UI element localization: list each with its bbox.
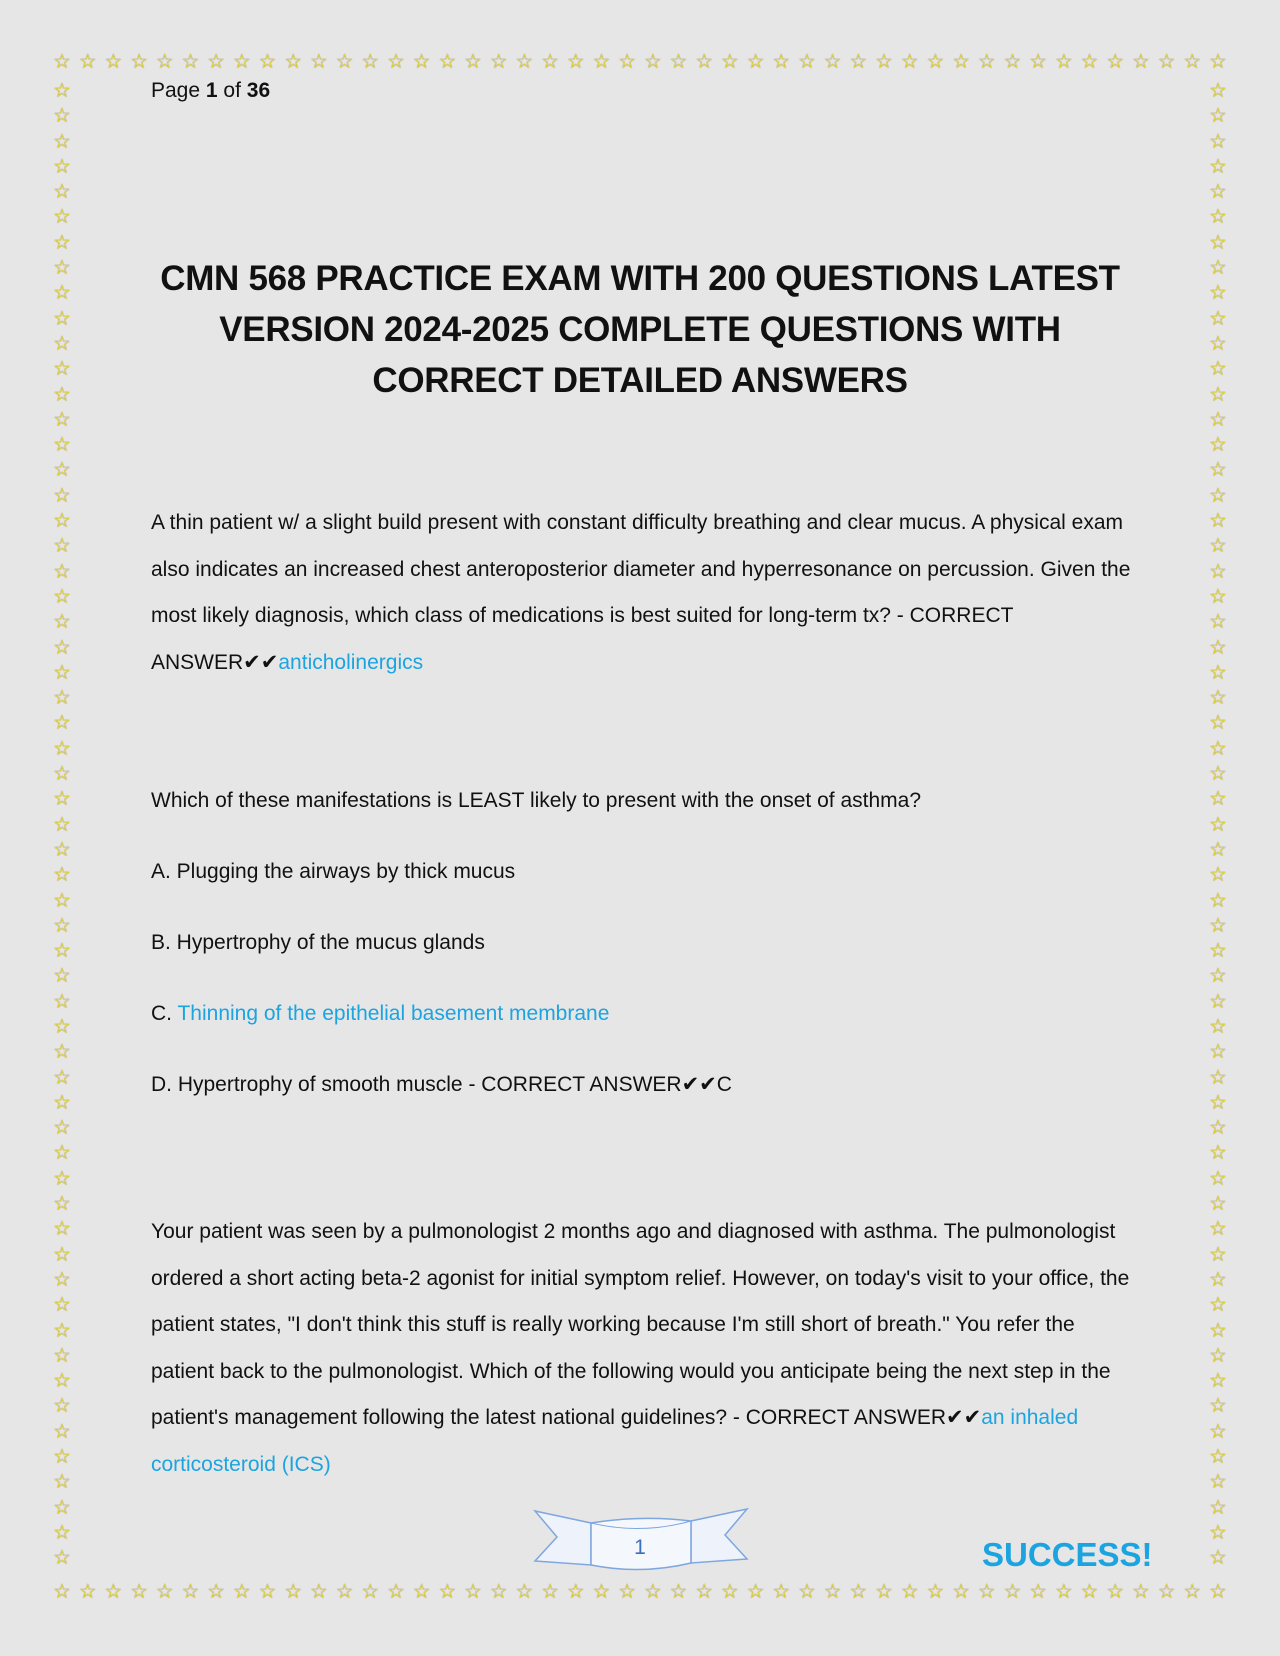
star-icon: ☆ <box>977 1579 996 1603</box>
star-icon: ☆ <box>412 1579 431 1603</box>
star-icon: ☆ <box>155 49 174 73</box>
star-icon: ☆ <box>1209 710 1227 735</box>
option-c-prefix: C. <box>151 1002 178 1025</box>
star-icon: ☆ <box>53 179 71 204</box>
question-2 <box>151 786 1141 1141</box>
star-icon: ☆ <box>53 735 71 760</box>
star-icon: ☆ <box>1003 1579 1022 1603</box>
star-icon: ☆ <box>1209 1469 1227 1494</box>
star-icon: ☆ <box>1209 938 1227 963</box>
star-icon: ☆ <box>566 49 585 73</box>
star-icon: ☆ <box>155 1579 174 1603</box>
star-icon: ☆ <box>53 988 71 1013</box>
star-border-left <box>52 80 72 1568</box>
star-icon: ☆ <box>669 1579 688 1603</box>
star-icon: ☆ <box>1209 912 1227 937</box>
star-border-top <box>52 51 1228 71</box>
star-icon: ☆ <box>53 1216 71 1241</box>
star-icon: ☆ <box>1209 1342 1227 1367</box>
star-icon: ☆ <box>1209 735 1227 760</box>
star-icon: ☆ <box>1209 1266 1227 1291</box>
star-icon: ☆ <box>53 887 71 912</box>
star-icon: ☆ <box>335 1579 354 1603</box>
star-icon: ☆ <box>1208 1579 1227 1603</box>
star-icon: ☆ <box>849 1579 868 1603</box>
star-icon: ☆ <box>772 49 791 73</box>
star-icon: ☆ <box>438 49 457 73</box>
star-icon: ☆ <box>720 49 739 73</box>
star-icon: ☆ <box>53 1519 71 1544</box>
page-number: 1 <box>634 1536 646 1559</box>
star-icon: ☆ <box>53 761 71 786</box>
star-icon: ☆ <box>1209 1494 1227 1519</box>
star-icon: ☆ <box>1183 49 1202 73</box>
star-icon: ☆ <box>1003 49 1022 73</box>
star-icon: ☆ <box>1209 356 1227 381</box>
star-icon: ☆ <box>53 1368 71 1393</box>
question-2-stem: Which of these manifestations is LEAST likely to present with the onset of asthma? <box>151 789 921 812</box>
option-c-answer: Thinning of the epithelial basement membrane <box>177 1002 610 1025</box>
star-icon: ☆ <box>53 685 71 710</box>
star-icon: ☆ <box>53 1241 71 1266</box>
star-icon: ☆ <box>1209 811 1227 836</box>
star-icon: ☆ <box>207 49 226 73</box>
star-icon: ☆ <box>1209 229 1227 254</box>
star-icon: ☆ <box>130 49 149 73</box>
star-icon: ☆ <box>1054 49 1073 73</box>
star-icon: ☆ <box>1209 457 1227 482</box>
star-icon: ☆ <box>1209 406 1227 431</box>
star-icon: ☆ <box>1209 685 1227 710</box>
star-icon: ☆ <box>1157 49 1176 73</box>
star-icon: ☆ <box>1209 153 1227 178</box>
star-icon: ☆ <box>53 1115 71 1140</box>
star-icon: ☆ <box>489 1579 508 1603</box>
star-icon: ☆ <box>1080 49 1099 73</box>
question-3-text: Your patient was seen by a pulmonologist 2 months ago and diagnosed with asthma. The pulmonologist ordered a short acting beta-2 agonist for initial symptom relief. However, on today's visit to your office, the patient states, "I don't think this stuff is really working because I'm still short of breath." You refer the patient back to the pulmonologist. Which of the following would you anticipate being the next step in the patient's management following the latest national guidelines? - CORRECT ANSWER✔✔ <box>151 1220 1130 1429</box>
star-icon: ☆ <box>1106 1579 1125 1603</box>
star-icon: ☆ <box>1208 49 1227 73</box>
star-icon: ☆ <box>53 128 71 153</box>
star-icon: ☆ <box>1209 381 1227 406</box>
star-icon: ☆ <box>1209 634 1227 659</box>
star-icon: ☆ <box>232 49 251 73</box>
star-icon: ☆ <box>618 49 637 73</box>
star-icon: ☆ <box>53 330 71 355</box>
star-icon: ☆ <box>1209 1039 1227 1064</box>
star-icon: ☆ <box>53 558 71 583</box>
star-icon: ☆ <box>1209 1292 1227 1317</box>
star-icon: ☆ <box>541 1579 560 1603</box>
star-icon: ☆ <box>1209 280 1227 305</box>
page-counter-prefix: Page <box>151 79 201 102</box>
star-icon: ☆ <box>1209 862 1227 887</box>
star-icon: ☆ <box>643 49 662 73</box>
star-icon: ☆ <box>53 659 71 684</box>
star-icon: ☆ <box>284 1579 303 1603</box>
star-icon: ☆ <box>53 1266 71 1291</box>
star-icon: ☆ <box>53 78 71 102</box>
star-icon: ☆ <box>1209 1013 1227 1038</box>
star-icon: ☆ <box>1209 887 1227 912</box>
star-icon: ☆ <box>53 103 71 128</box>
star-icon: ☆ <box>53 1140 71 1165</box>
star-icon: ☆ <box>53 381 71 406</box>
star-icon: ☆ <box>53 1393 71 1418</box>
star-icon: ☆ <box>1157 1579 1176 1603</box>
star-icon: ☆ <box>258 1579 277 1603</box>
star-icon: ☆ <box>515 1579 534 1603</box>
star-icon: ☆ <box>181 49 200 73</box>
star-icon: ☆ <box>53 356 71 381</box>
star-icon: ☆ <box>438 1579 457 1603</box>
star-icon: ☆ <box>1209 1545 1227 1570</box>
star-icon: ☆ <box>746 49 765 73</box>
star-icon: ☆ <box>695 1579 714 1603</box>
star-icon: ☆ <box>53 862 71 887</box>
star-icon: ☆ <box>53 710 71 735</box>
star-icon: ☆ <box>53 1545 71 1570</box>
star-icon: ☆ <box>53 1469 71 1494</box>
star-icon: ☆ <box>309 49 328 73</box>
star-icon: ☆ <box>1209 1191 1227 1216</box>
star-icon: ☆ <box>258 49 277 73</box>
star-icon: ☆ <box>53 1494 71 1519</box>
star-icon: ☆ <box>1054 1579 1073 1603</box>
star-icon: ☆ <box>53 938 71 963</box>
star-icon: ☆ <box>797 49 816 73</box>
star-icon: ☆ <box>900 49 919 73</box>
star-icon: ☆ <box>592 1579 611 1603</box>
star-icon: ☆ <box>53 49 71 73</box>
star-icon: ☆ <box>53 1165 71 1190</box>
star-icon: ☆ <box>1209 204 1227 229</box>
star-icon: ☆ <box>977 49 996 73</box>
star-icon: ☆ <box>386 49 405 73</box>
star-icon: ☆ <box>232 1579 251 1603</box>
star-icon: ☆ <box>53 406 71 431</box>
star-icon: ☆ <box>1029 49 1048 73</box>
question-2-option-d: D. Hypertrophy of smooth muscle - CORRECT ANSWER✔✔C <box>151 1073 732 1096</box>
star-icon: ☆ <box>361 49 380 73</box>
star-icon: ☆ <box>53 1317 71 1342</box>
star-icon: ☆ <box>464 1579 482 1603</box>
star-icon: ☆ <box>53 153 71 178</box>
star-icon: ☆ <box>823 1579 842 1603</box>
star-icon: ☆ <box>1209 1115 1227 1140</box>
star-icon: ☆ <box>53 280 71 305</box>
success-badge: SUCCESS! <box>982 1536 1153 1573</box>
star-icon: ☆ <box>1209 761 1227 786</box>
star-icon: ☆ <box>53 482 71 507</box>
star-icon: ☆ <box>952 49 971 73</box>
star-icon: ☆ <box>53 229 71 254</box>
star-icon: ☆ <box>1209 963 1227 988</box>
star-icon: ☆ <box>566 1579 585 1603</box>
star-icon: ☆ <box>1209 128 1227 153</box>
question-1 <box>151 500 1141 686</box>
star-icon: ☆ <box>1209 1140 1227 1165</box>
star-icon: ☆ <box>1209 179 1227 204</box>
star-icon: ☆ <box>1209 1418 1227 1443</box>
star-icon: ☆ <box>104 49 123 73</box>
star-icon: ☆ <box>53 811 71 836</box>
star-icon: ☆ <box>53 457 71 482</box>
star-icon: ☆ <box>53 1064 71 1089</box>
star-icon: ☆ <box>926 1579 945 1603</box>
star-icon: ☆ <box>695 49 714 73</box>
star-icon: ☆ <box>53 786 71 811</box>
star-icon: ☆ <box>53 634 71 659</box>
star-icon: ☆ <box>104 1579 123 1603</box>
star-icon: ☆ <box>1029 1579 1048 1603</box>
star-icon: ☆ <box>926 49 945 73</box>
star-icon: ☆ <box>53 1292 71 1317</box>
question-2-option-a: A. Plugging the airways by thick mucus <box>151 860 516 883</box>
star-icon: ☆ <box>53 1013 71 1038</box>
star-icon: ☆ <box>1209 836 1227 861</box>
star-icon: ☆ <box>720 1579 739 1603</box>
question-3-answer: an inhaled corticosteroid (ICS) <box>151 1406 1079 1476</box>
star-icon: ☆ <box>900 1579 919 1603</box>
star-icon: ☆ <box>1106 49 1125 73</box>
star-icon: ☆ <box>361 1579 380 1603</box>
star-icon: ☆ <box>1209 1368 1227 1393</box>
star-icon: ☆ <box>489 49 508 73</box>
star-icon: ☆ <box>618 1579 637 1603</box>
star-icon: ☆ <box>1209 786 1227 811</box>
question-1-answer: anticholinergics <box>278 650 424 674</box>
star-icon: ☆ <box>1209 78 1227 102</box>
document-title: CMN 568 PRACTICE EXAM WITH 200 QUESTIONS LATEST VERSION 2024-2025 COMPLETE QUESTIONS WITH CORRECT DETAILED ANSWERS <box>160 259 1120 400</box>
star-icon: ☆ <box>1209 482 1227 507</box>
star-icon: ☆ <box>1209 432 1227 457</box>
star-icon: ☆ <box>875 1579 893 1603</box>
star-icon: ☆ <box>1209 1241 1227 1266</box>
star-icon: ☆ <box>797 1579 816 1603</box>
star-icon: ☆ <box>1209 1165 1227 1190</box>
star-icon: ☆ <box>53 204 71 229</box>
page-current: 1 <box>205 79 218 102</box>
star-icon: ☆ <box>464 49 482 73</box>
star-icon: ☆ <box>746 1579 765 1603</box>
star-icon: ☆ <box>1209 533 1227 558</box>
star-icon: ☆ <box>53 1579 71 1603</box>
star-icon: ☆ <box>1209 609 1227 634</box>
star-icon: ☆ <box>335 49 354 73</box>
question-2-option-c <box>151 999 1141 1029</box>
star-icon: ☆ <box>1209 1089 1227 1114</box>
star-icon: ☆ <box>78 49 97 73</box>
page-total: 36 <box>246 79 271 102</box>
star-icon: ☆ <box>53 255 71 280</box>
star-icon: ☆ <box>952 1579 971 1603</box>
star-icon: ☆ <box>386 1579 405 1603</box>
star-icon: ☆ <box>53 508 71 533</box>
star-icon: ☆ <box>309 1579 328 1603</box>
star-icon: ☆ <box>1209 659 1227 684</box>
star-icon: ☆ <box>1131 49 1150 73</box>
page-counter <box>151 79 270 103</box>
star-icon: ☆ <box>53 836 71 861</box>
star-icon: ☆ <box>515 49 534 73</box>
star-icon: ☆ <box>592 49 611 73</box>
star-icon: ☆ <box>53 963 71 988</box>
star-icon: ☆ <box>1183 1579 1202 1603</box>
star-icon: ☆ <box>1209 1064 1227 1089</box>
star-icon: ☆ <box>53 912 71 937</box>
star-icon: ☆ <box>1209 508 1227 533</box>
star-icon: ☆ <box>53 1342 71 1367</box>
star-border-right <box>1208 80 1228 1568</box>
star-icon: ☆ <box>875 49 893 73</box>
star-icon: ☆ <box>53 533 71 558</box>
star-icon: ☆ <box>1209 988 1227 1013</box>
star-icon: ☆ <box>53 1418 71 1443</box>
star-icon: ☆ <box>412 49 431 73</box>
star-icon: ☆ <box>130 1579 149 1603</box>
star-icon: ☆ <box>53 1191 71 1216</box>
star-icon: ☆ <box>541 49 560 73</box>
star-icon: ☆ <box>1209 255 1227 280</box>
star-icon: ☆ <box>1209 305 1227 330</box>
star-icon: ☆ <box>1131 1579 1150 1603</box>
star-icon: ☆ <box>53 583 71 608</box>
star-icon: ☆ <box>53 305 71 330</box>
star-icon: ☆ <box>284 49 303 73</box>
star-border-bottom <box>52 1581 1228 1601</box>
star-icon: ☆ <box>78 1579 97 1603</box>
star-icon: ☆ <box>1209 1393 1227 1418</box>
question-3 <box>151 1209 1141 1488</box>
star-icon: ☆ <box>1209 558 1227 583</box>
star-icon: ☆ <box>1209 103 1227 128</box>
question-1-text: A thin patient w/ a slight build present with constant difficulty breathing and clear mucus. A physical exam also indicates an increased chest anteroposterior diameter and hyperresonance on percussion. Given the most likely diagnosis, which class of medications is best suited for long-term tx? - CORRECT ANSWER✔✔ <box>151 511 1131 674</box>
star-icon: ☆ <box>1080 1579 1099 1603</box>
star-icon: ☆ <box>53 1039 71 1064</box>
star-icon: ☆ <box>772 1579 791 1603</box>
star-icon: ☆ <box>1209 1444 1227 1469</box>
star-icon: ☆ <box>53 1089 71 1114</box>
star-icon: ☆ <box>207 1579 226 1603</box>
star-icon: ☆ <box>1209 1216 1227 1241</box>
page-counter-of: of <box>223 79 241 102</box>
star-icon: ☆ <box>181 1579 200 1603</box>
star-icon: ☆ <box>1209 583 1227 608</box>
star-icon: ☆ <box>53 432 71 457</box>
star-icon: ☆ <box>669 49 688 73</box>
star-icon: ☆ <box>823 49 842 73</box>
star-icon: ☆ <box>1209 1519 1227 1544</box>
star-icon: ☆ <box>53 1444 71 1469</box>
star-icon: ☆ <box>849 49 868 73</box>
star-icon: ☆ <box>1209 330 1227 355</box>
star-icon: ☆ <box>643 1579 662 1603</box>
question-2-option-b: B. Hypertrophy of the mucus glands <box>151 931 485 954</box>
star-icon: ☆ <box>1209 1317 1227 1342</box>
star-icon: ☆ <box>53 609 71 634</box>
